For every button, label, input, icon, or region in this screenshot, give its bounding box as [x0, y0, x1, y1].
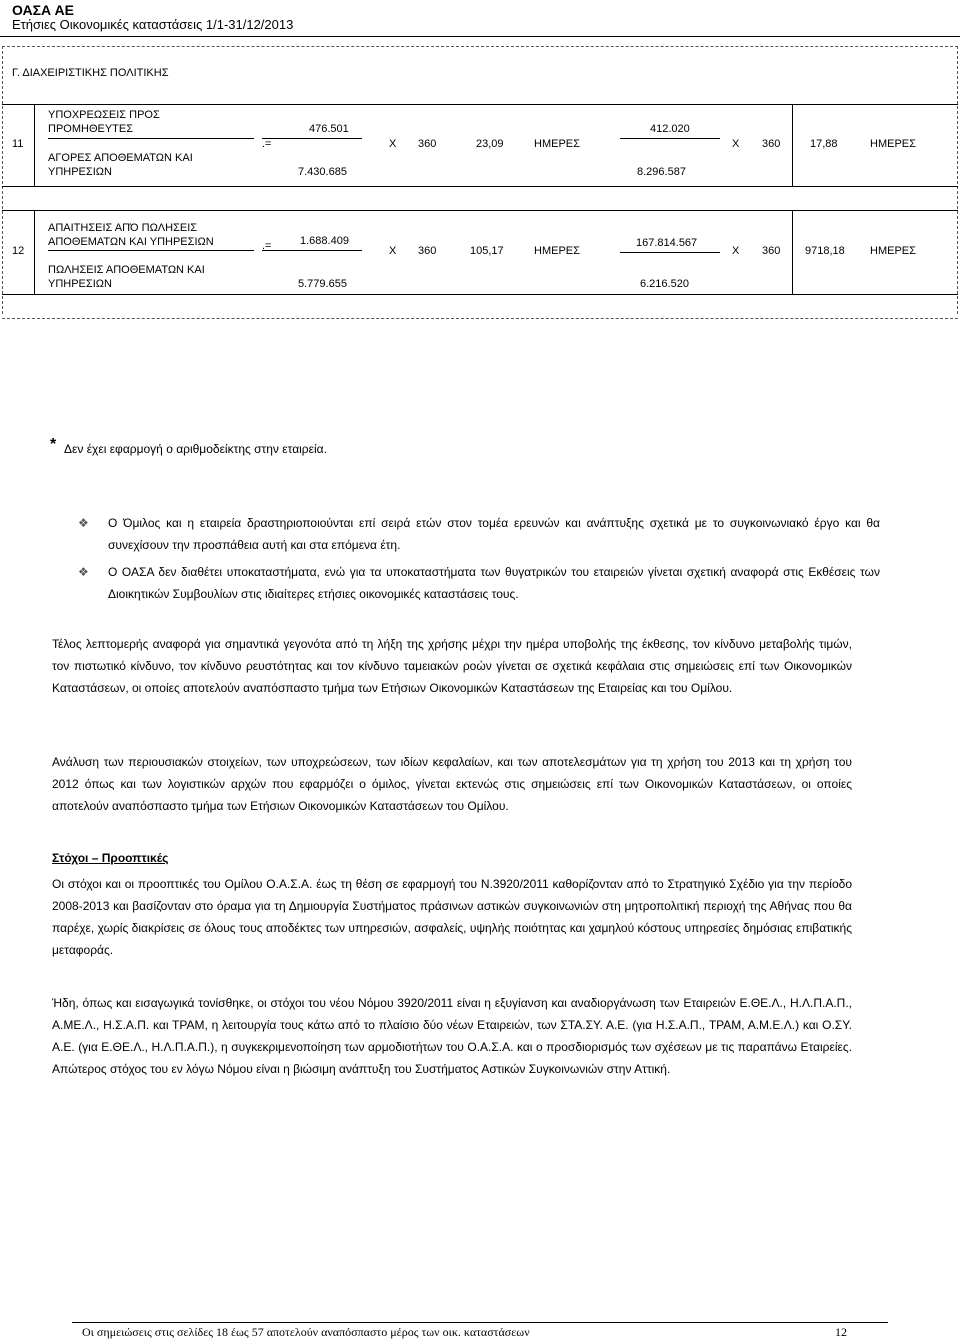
fraction-bar-label — [48, 250, 254, 251]
fraction-bar-2013 — [262, 138, 362, 139]
multiply-sign-2013: X — [389, 138, 397, 150]
section-title: Γ. ΔΙΑΧΕΙΡΙΣΤΙΚΗΣ ΠΟΛΙΤΙΚΗΣ — [12, 67, 169, 79]
days-2013: 360 — [418, 245, 437, 257]
multiply-sign-2012: X — [732, 245, 740, 257]
row-rule-bottom — [2, 186, 958, 187]
numerator-label-line1: ΑΠΑΙΤΗΣΕΙΣ ΑΠΌ ΠΩΛΗΣΕΙΣ — [48, 222, 198, 234]
unit-2012: ΗΜΕΡΕΣ — [870, 245, 916, 257]
numerator-label-line2: ΑΠΟΘΕΜΑΤΩΝ ΚΑΙ ΥΠΗΡΕΣΙΩΝ — [48, 236, 214, 248]
ratio-number: 12 — [12, 245, 25, 257]
fraction-bar-2012 — [620, 252, 720, 253]
numerator-2012: 167.814.567 — [636, 237, 698, 249]
section-heading: Στόχοι – Προοπτικές — [52, 851, 169, 865]
numerator-label-line2: ΠΡΟΜΗΘΕΥΤΕΣ — [48, 123, 134, 135]
ratio-number: 11 — [12, 138, 24, 150]
row-rule-bottom — [2, 294, 958, 295]
row-divider-1 — [34, 210, 35, 294]
unit-2013: ΗΜΕΡΕΣ — [534, 245, 580, 257]
row-divider-2 — [792, 104, 793, 186]
denominator-2012: 6.216.520 — [640, 278, 689, 290]
bullet-text: Ο Όμιλος και η εταιρεία δραστηριοποιούνται επί σειρά ετών στον τομέα ερευνών και ανάπτυξης σχετικά με το συγκοινωνιακό έργο και θα συνεχίσουν την προσπάθεια αυτή και στα επόμενα έτη. — [108, 516, 880, 552]
numerator-2013: 1.688.409 — [300, 235, 349, 247]
footer-rule — [72, 1322, 888, 1323]
note-text: Δεν έχει εφαρμογή ο αριθμοδείκτης στην εταιρεία. — [64, 442, 327, 456]
company-name: ΟΑΣΑ ΑΕ — [12, 2, 74, 18]
header-rule — [0, 36, 960, 37]
denominator-label-line1: ΠΩΛΗΣΕΙΣ ΑΠΟΘΕΜΑΤΩΝ ΚΑΙ — [48, 264, 205, 276]
row-rule-top — [2, 104, 958, 105]
multiply-sign-2012: X — [732, 138, 740, 150]
result-2013: 105,17 — [470, 245, 504, 257]
denominator-2013: 7.430.685 — [298, 166, 347, 178]
numerator-label-line1: ΥΠΟΧΡΕΩΣΕΙΣ ΠΡΟΣ — [48, 109, 160, 121]
diamond-bullet-icon: ❖ — [78, 516, 89, 530]
days-2012: 360 — [762, 245, 781, 257]
denominator-2012: 8.296.587 — [637, 166, 686, 178]
section-frame-left — [2, 46, 3, 314]
result-2012: 17,88 — [810, 138, 838, 150]
paragraph-risks: Τέλος λεπτομερής αναφορά για σημαντικά γεγονότα από τη λήξη της χρήσης μέχρι την ημέρα υποβολής της έκθεσης, τον κίνδυνο μεταβολής τιμών, τον πιστωτικό κίνδυνο, τον κίνδυνο ρευστότητας και τον κίνδυνο ταμειακών ροών γίνεται σε σχετικά κεφάλαια στις σημειώσεις επί των Οικονομικών Καταστάσεων, οι οποίες αποτελούν αναπόσπαστο τμήμα των Ετήσιων Οικονομικών Καταστάσεων της Εταιρείας και του Ομίλου. — [52, 637, 852, 695]
fraction-bar-2013 — [262, 250, 362, 251]
result-2013: 23,09 — [476, 138, 504, 150]
row-divider-2 — [792, 210, 793, 294]
diamond-bullet-icon: ❖ — [78, 565, 89, 579]
row-rule-top — [2, 210, 958, 211]
footer-note: Οι σημειώσεις στις σελίδες 18 έως 57 αποτελούν αναπόσπαστο μέρος των οικ. καταστάσεων — [82, 1325, 530, 1339]
paragraph-law: Ήδη, όπως και εισαγωγικά τονίσθηκε, οι στόχοι του νέου Νόμου 3920/2011 είναι η εξυγίανση και αναδιοργάνωση των Εταιρειών Ε.ΘΕ.Λ., Η.Λ.Π.Α.Π., Α.ΜΕ.Λ., Η.Σ.Α.Π. και ΤΡΑΜ, η λειτουργία τους κάτω από το πλαίσιο δύο νέων Εταιρειών, των ΣΤΑ.ΣΥ. Α.Ε. (για Η.Σ.Α.Π., ΤΡΑΜ, Α.Μ.Ε.Λ.) και Ο.ΣΥ. Α.Ε. (για Ε.ΘΕ.Λ., Η.Λ.Π.Α.Π.), η συγκεκριμενοποίηση των αρμοδιοτήτων του Ο.Α.Σ.Α. και ο προσδιορισμός των σχέσεων με τις παραπάνω Εταιρείες. Απώτερος στόχος του εν λόγω Νόμου είναι η βιώσιμη ανάπτυξη του Συστήματος Αστικών Συγκοινωνιών στην Αττική. — [52, 996, 852, 1076]
denominator-label-line2: ΥΠΗΡΕΣΙΩΝ — [48, 278, 112, 290]
page-number: 12 — [835, 1325, 847, 1339]
unit-2013: ΗΜΕΡΕΣ — [534, 138, 580, 150]
bullet-text: Ο ΟΑΣΑ δεν διαθέτει υποκαταστήματα, ενώ για τα υποκαταστήματα των θυγατρικών του εταιρειών γίνεται σχετική αναφορά στις Εκθέσεις των Διοικητικών Συμβουλίων στις ιδιαίτερες ετήσιες οικονομικές καταστάσεις τους. — [108, 565, 880, 601]
unit-2012: ΗΜΕΡΕΣ — [870, 138, 916, 150]
denominator-label-line1: ΑΓΟΡΕΣ ΑΠΟΘΕΜΑΤΩΝ ΚΑΙ — [48, 152, 193, 164]
multiply-sign-2013: X — [389, 245, 397, 257]
section-frame-right — [957, 46, 958, 314]
heading-container — [52, 847, 852, 869]
equals-sign: .= — [262, 240, 272, 252]
equals-sign: .= — [262, 138, 272, 150]
days-2013: 360 — [418, 138, 437, 150]
section-frame-top — [2, 46, 958, 47]
row-divider-1 — [34, 104, 35, 186]
denominator-2013: 5.779.655 — [298, 278, 347, 290]
document-subtitle: Ετήσιες Οικονομικές καταστάσεις 1/1-31/12/2013 — [12, 17, 294, 32]
fraction-bar-2012 — [620, 138, 720, 139]
numerator-2012: 412.020 — [650, 123, 690, 135]
result-2012: 9718,18 — [805, 245, 845, 257]
note-asterisk: * — [50, 436, 57, 453]
paragraph-goals: Οι στόχοι και οι προοπτικές του Ομίλου Ο.Α.Σ.Α. έως τη θέση σε εφαρμογή του Ν.3920/2011 καθορίζονταν από το Στρατηγικό Σχέδιο για την περίοδο 2008-2013 και βασίζονταν στο όραμα για τη Δημιουργία Συστήματος πράσινων αστικών συγκοινωνιών στη μητροπολιτική περιοχή της Αθήνας που θα παρέχε, χωρίς διακρίσεις σε όλους τους αποδέκτες των υπηρεσιών, ασφαλείς, υψηλής ποιότητας και χαμηλού κόστους υπηρεσίες δημόσιας επιβατικής μεταφοράς. — [52, 877, 852, 957]
section-frame-bottom — [2, 318, 958, 319]
numerator-2013: 476.501 — [309, 123, 349, 135]
fraction-bar-label — [48, 138, 254, 139]
days-2012: 360 — [762, 138, 781, 150]
denominator-label-line2: ΥΠΗΡΕΣΙΩΝ — [48, 166, 112, 178]
paragraph-analysis: Ανάλυση των περιουσιακών στοιχείων, των υποχρεώσεων, των ιδίων κεφαλαίων, και των αποτελεσμάτων για τη χρήση του 2013 και τη χρήση του 2012 όπως και των λογιστικών αρχών που εφαρμόζει ο όμιλος, γίνεται εκτενώς στις σημειώσεις επί των Οικονομικών Καταστάσεων, οι οποίες αποτελούν αναπόσπαστο τμήμα των Ετήσιων Οικονομικών Καταστάσεων του Ομίλου. — [52, 755, 852, 813]
